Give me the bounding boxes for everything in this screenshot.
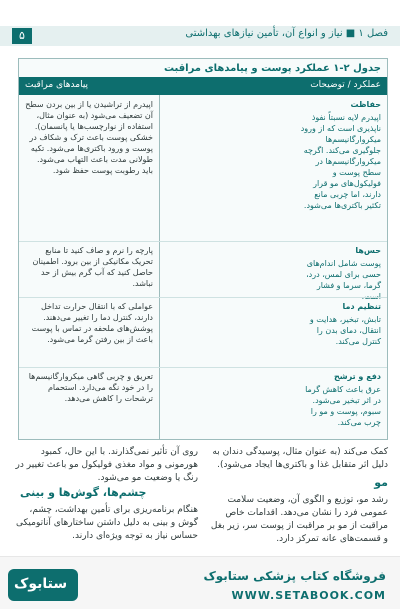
row-separator [19,241,387,242]
row-1-label: حفاظت [350,100,381,109]
row-separator [19,297,387,298]
row-2-right-text: پوست شامل اندام‌های حسی برای لمس، درد، گرما، سرما و فشار [306,259,381,290]
below-table-text: کمک می‌کند (به عنوان مثال، پوسیدگی دندان به دلیل اثر متقابل غذا و باکتری‌ها ایجاد می‌شود). [212,447,388,470]
table-row-3-right [297,301,381,347]
table-col-left: پیامدهای مراقبت [25,80,89,90]
table-row-4-left: تعریق و چربی گاهی میکروارگانیسم‌ها را در خود نگه می‌دارد. استحمام ترشحات را کاهش می‌دهد. [28,372,153,403]
table-row-3-left: عواملی که با انتقال حرارت تداخل دارند، کنترل دما را تغییر می‌دهند. پوشش‌های ملحفه در تماس با پوست باعث از بین رفتن گرما می‌شود. [31,302,153,344]
shop-name: فروشگاه کتاب پزشکی ستابوک [203,569,386,583]
table-row-2-left: پارچه را نرم و صاف کنید تا منابع تحریک مکانیکی از بین برود. اطمینان حاصل کنید که آب گرم بیش از حد نباشد. [32,246,153,288]
page-header [0,0,400,48]
section-eyes-title: چشم‌ها، گوش‌ها و بینی [20,486,147,499]
table-row-2-right [297,245,381,302]
care-table [18,58,388,440]
row-4-label: دفع و ترشح [334,372,381,381]
logo-text: ستابوک [14,576,68,592]
row-1-right-text: اپیدرم لایه نسبتاً نفوذ ناپذیری است که از ورود میکروارگانیسم‌ها جلوگیری می‌کند. اگرچه میکروارگانیسم‌ها در سطح پوست و فولیکول‌های مو قرار دارند، اما چربی مانع تکثیر باکتری‌ها می‌شود. [300,113,381,210]
page-number: ۵ [12,28,32,44]
table-divider [159,95,160,439]
table-title: جدول ۲-۱ عملکرد پوست و پیامدهای مراقبت [163,63,381,74]
table-row-4-right [297,371,381,428]
row-3-right-text: تابش، تبخیر، هدایت و انتقال، دمای بدن را کنترل می‌کند. [309,315,381,346]
row-separator [19,367,387,368]
section-hair-body: رشد مو، توزیع و الگوی آن، وضعیت سلامت عمومی فرد را نشان می‌دهد. اقدامات خاص مراقبت از مو بر مراقبت از پوست سر، زیر بغل و قسمت‌های عانه تمرکز دارد. [210,495,388,544]
section-hair-title: مو [374,476,388,489]
table-col-right: عملکرد / توضیحات [310,80,381,90]
shop-url[interactable]: WWW.SETABOOK.COM [231,589,386,602]
row-2-label: حس‌ها [355,246,381,255]
chapter-title: فصل ۱ ■ نیاز و انواع آن، تأمین نیازهای بهداشتی [185,28,388,39]
footer [0,556,400,609]
table-header [19,77,387,95]
row-3-label: تنظیم دما [342,302,381,311]
table-row-1-left: اپیدرم از تراشیدن یا از بین بردن سطح آن تضعیف می‌شود (به عنوان مثال، استفاده از نوارچسب‌ها یا پانسمان). خشکی پوست باعث ترک و شکاف در پوست و ورود باکتری‌ها می‌شود. تکیه طولانی مدت باعث التهاب می‌شود. باید رطوبت پوست حفظ شود. [25,100,153,175]
section-eyes-body: هنگام برنامه‌ریزی برای تأمین بهداشت، چشم، گوش و بینی به دلیل داشتن ساختارهای آناتومیکی حساس نیاز به توجه ویژه‌ای دارند. [15,505,198,541]
left-column-top-text: روی آن تأثیر نمی‌گذارند. با این حال، کمبود هورمونی و مواد مغذی فولیکول مو باعث تغییر در رنگ یا وضعیت مو می‌شود. [15,447,198,483]
table-row-1-right [297,99,381,211]
row-4-right-text: عرق باعث کاهش گرما در اثر تبخیر می‌شود. سبوم، پوست و مو را چرب می‌کند. [305,385,381,427]
